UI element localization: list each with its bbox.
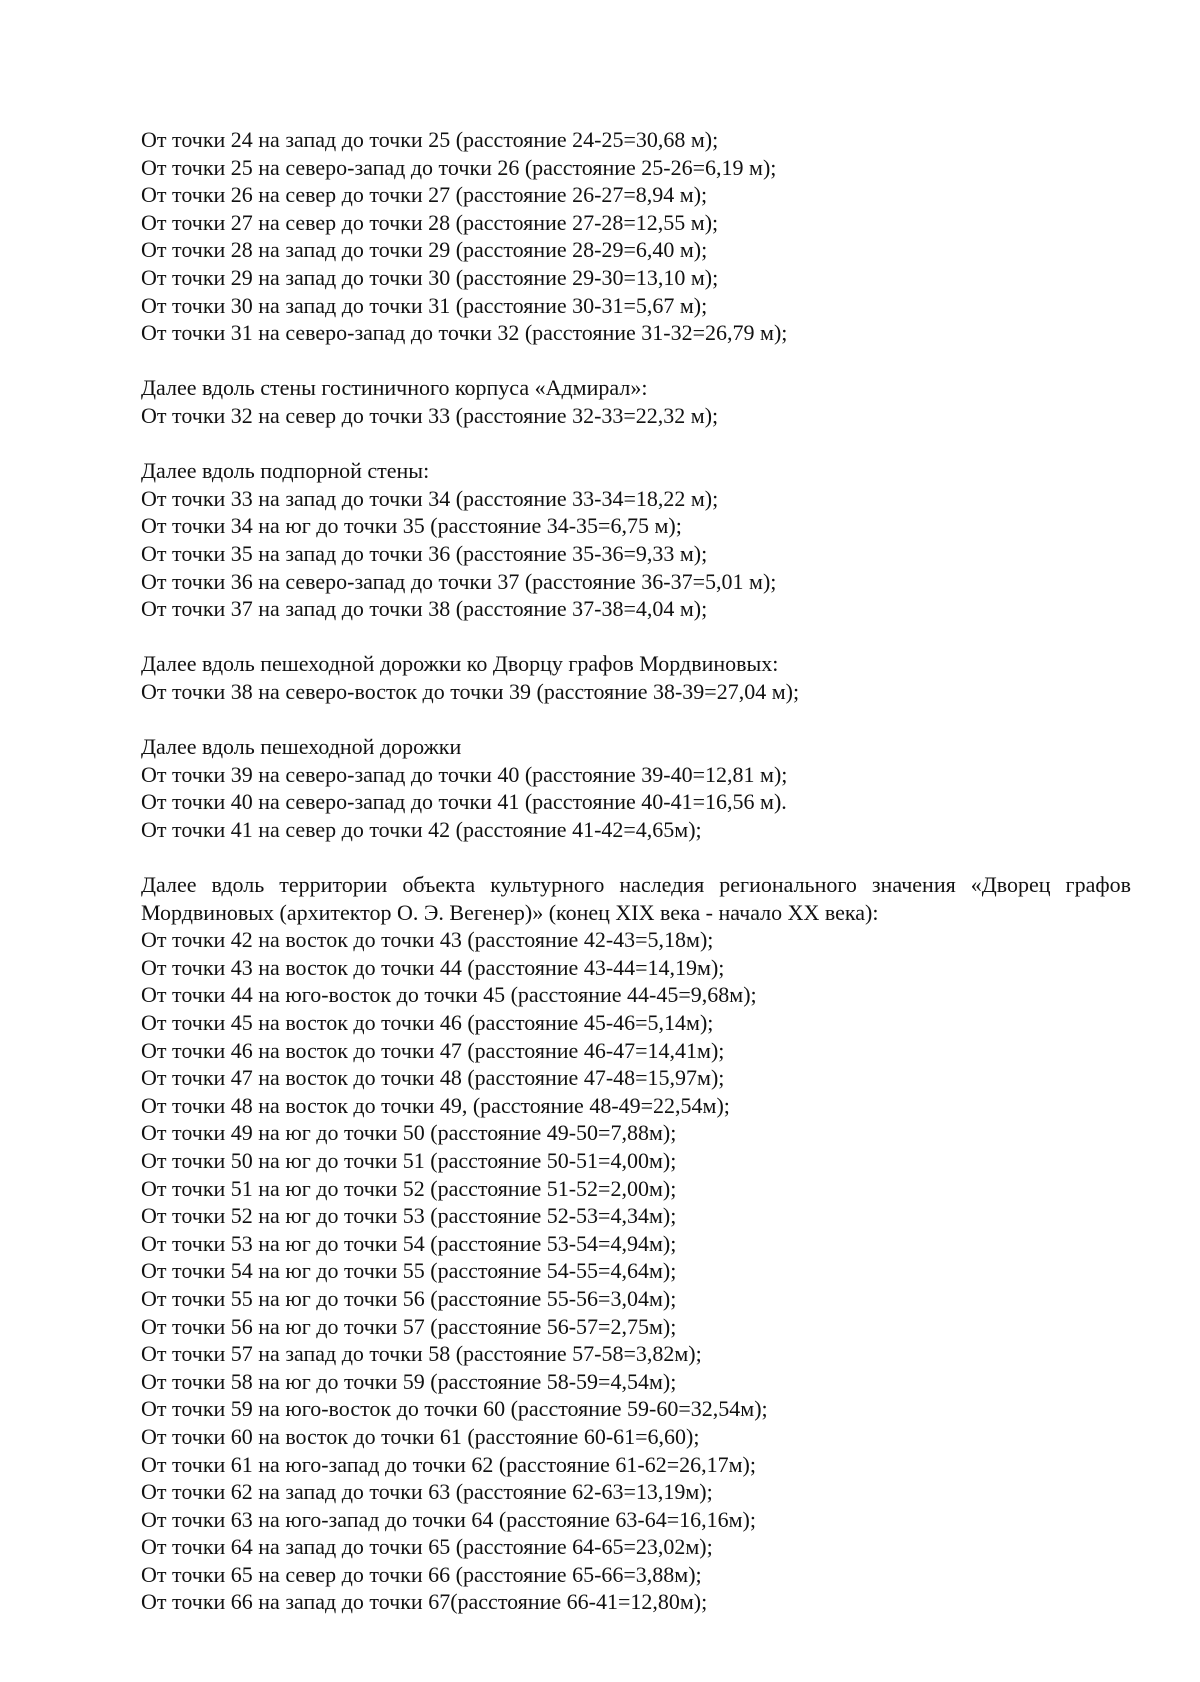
boundary-segment-line: От точки 63 на юго-запад до точки 64 (расстояние 63-64=16,16м); [141, 1506, 756, 1532]
boundary-segment-line: От точки 51 на юг до точки 52 (расстояние 51-52=2,00м); [141, 1175, 677, 1201]
boundary-section-4 [141, 650, 1131, 705]
boundary-segment-line: От точки 27 на север до точки 28 (расстояние 27-28=12,55 м); [141, 209, 719, 235]
boundary-segment-line: От точки 26 на север до точки 27 (расстояние 26-27=8,94 м); [141, 182, 708, 208]
boundary-segment-line: От точки 64 на запад до точки 65 (расстояние 64-65=23,02м); [141, 1534, 713, 1560]
boundary-segment-line: От точки 45 на восток до точки 46 (расстояние 45-46=5,14м); [141, 1010, 714, 1035]
boundary-segment-line: От точки 55 на юг до точки 56 (расстояние 55-56=3,04м); [141, 1285, 677, 1311]
boundary-segment-line: От точки 34 на юг до точки 35 (расстояние 34-35=6,75 м); [141, 513, 682, 539]
boundary-segment-line: От точки 49 на юг до точки 50 (расстояние 49-50=7,88м); [141, 1120, 677, 1146]
boundary-segment-line: От точки 37 на запад до точки 38 (расстояние 37-38=4,04 м); [141, 596, 708, 622]
boundary-segment-line: От точки 24 на запад до точки 25 (расстояние 24-25=30,68 м); [141, 127, 719, 152]
boundary-segment-line: От точки 35 на запад до точки 36 (расстояние 35-36=9,33 м); [141, 540, 708, 566]
boundary-segment-line: От точки 40 на северо-запад до точки 41 (расстояние 40-41=16,56 м). [141, 789, 787, 815]
section-intro: Далее вдоль подпорной стены: [141, 458, 430, 484]
document-page [141, 126, 1131, 1644]
boundary-segment-line: От точки 30 на запад до точки 31 (расстояние 30-31=5,67 м); [141, 292, 708, 318]
section-intro: Далее вдоль пешеходной дорожки ко Дворцу графов Мордвиновых: [141, 651, 779, 677]
boundary-segment-line: От точки 56 на юг до точки 57 (расстояние 56-57=2,75м); [141, 1313, 677, 1339]
boundary-section-2 [141, 374, 1131, 429]
boundary-segment-line: От точки 32 на север до точки 33 (расстояние 32-33=22,32 м); [141, 402, 719, 428]
section-intro: Далее вдоль территории объекта культурного наследия регионального значения «Дворец графов Мордвиновых (архитектор О. Э. Вегенер)» (конец XIX века - начало XX века): [141, 872, 1131, 925]
boundary-segment-line: От точки 53 на юг до точки 54 (расстояние 53-54=4,94м); [141, 1230, 677, 1256]
boundary-segment-line: От точки 28 на запад до точки 29 (расстояние 28-29=6,40 м); [141, 237, 708, 263]
boundary-segment-line: От точки 42 на восток до точки 43 (расстояние 42-43=5,18м); [141, 927, 714, 953]
boundary-segment-line: От точки 46 на восток до точки 47 (расстояние 46-47=14,41м); [141, 1037, 725, 1063]
boundary-segment-line: От точки 29 на запад до точки 30 (расстояние 29-30=13,10 м); [141, 264, 719, 290]
boundary-section-5 [141, 733, 1131, 843]
boundary-segment-line: От точки 54 на юг до точки 55 (расстояние 54-55=4,64м); [141, 1258, 677, 1284]
boundary-segment-line: От точки 39 на северо-запад до точки 40 (расстояние 39-40=12,81 м); [141, 761, 788, 787]
boundary-segment-line: От точки 48 на восток до точки 49, (расстояние 48-49=22,54м); [141, 1092, 730, 1118]
boundary-segment-line: От точки 31 на северо-запад до точки 32 (расстояние 31-32=26,79 м); [141, 320, 788, 346]
boundary-section-1 [141, 126, 1131, 347]
boundary-segment-line: От точки 57 на запад до точки 58 (расстояние 57-58=3,82м); [141, 1341, 702, 1367]
boundary-segment-line: От точки 44 на юго-восток до точки 45 (расстояние 44-45=9,68м); [141, 982, 757, 1008]
boundary-section-6 [141, 871, 1131, 1616]
boundary-segment-line: От точки 52 на юг до точки 53 (расстояние 52-53=4,34м); [141, 1203, 677, 1229]
boundary-section-3 [141, 457, 1131, 623]
boundary-segment-line: От точки 33 на запад до точки 34 (расстояние 33-34=18,22 м); [141, 485, 719, 511]
boundary-segment-line: От точки 36 на северо-запад до точки 37 (расстояние 36-37=5,01 м); [141, 568, 777, 594]
section-intro: Далее вдоль стены гостиничного корпуса «Адмирал»: [141, 375, 648, 401]
boundary-segment-line: От точки 58 на юг до точки 59 (расстояние 58-59=4,54м); [141, 1368, 677, 1394]
boundary-segment-line: От точки 62 на запад до точки 63 (расстояние 62-63=13,19м); [141, 1479, 713, 1505]
boundary-segment-line: От точки 47 на восток до точки 48 (расстояние 47-48=15,97м); [141, 1065, 725, 1091]
boundary-segment-line: От точки 41 на север до точки 42 (расстояние 41-42=4,65м); [141, 816, 702, 842]
boundary-segment-line: От точки 66 на запад до точки 67(расстояние 66-41=12,80м); [141, 1589, 708, 1615]
boundary-segment-line: От точки 59 на юго-восток до точки 60 (расстояние 59-60=32,54м); [141, 1396, 768, 1422]
boundary-segment-line: От точки 38 на северо-восток до точки 39 (расстояние 38-39=27,04 м); [141, 678, 800, 704]
boundary-segment-line: От точки 50 на юг до точки 51 (расстояние 50-51=4,00м); [141, 1147, 677, 1173]
boundary-segment-line: От точки 43 на восток до точки 44 (расстояние 43-44=14,19м); [141, 954, 725, 980]
boundary-segment-line: От точки 25 на северо-запад до точки 26 (расстояние 25-26=6,19 м); [141, 154, 777, 180]
boundary-segment-line: От точки 60 на восток до точки 61 (расстояние 60-61=6,60); [141, 1423, 700, 1449]
boundary-segment-line: От точки 65 на север до точки 66 (расстояние 65-66=3,88м); [141, 1561, 702, 1587]
section-intro: Далее вдоль пешеходной дорожки [141, 734, 462, 760]
boundary-segment-line: От точки 61 на юго-запад до точки 62 (расстояние 61-62=26,17м); [141, 1451, 756, 1477]
